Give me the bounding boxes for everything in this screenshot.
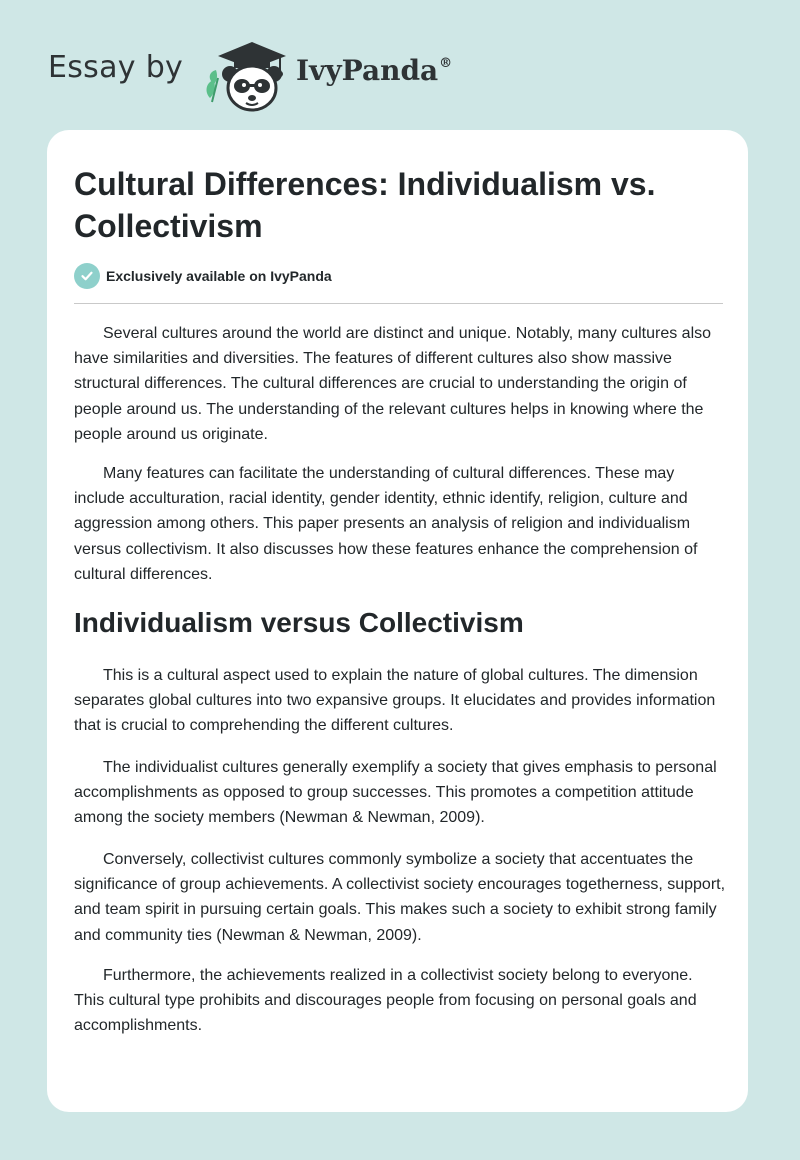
divider: [74, 303, 723, 304]
brand-name: IvyPanda: [296, 54, 439, 87]
trademark-symbol: ®: [439, 56, 453, 71]
paragraph: Conversely, collectivist cultures commonly symbolize a society that accentuates the significance of group achievements. A collectivist society encourages togetherness, support, and team spirit in pursuing certain goals. This makes such a society to exhibit strong family and community ties (Newman & Newman, 2009).: [74, 851, 726, 944]
article-title: Cultural Differences: Individualism vs. Collectivism: [74, 166, 656, 244]
article-card: [47, 130, 748, 1112]
essay-by-label: Essay by: [48, 50, 184, 85]
brand-logo-text[interactable]: [296, 54, 452, 87]
paragraph: Furthermore, the achievements realized in a collectivist society belong to everyone. This cultural type prohibits and discourages people from focusing on personal goals and accomplishments.: [74, 967, 697, 1035]
exclusive-badge: [74, 263, 332, 289]
paragraph: This is a cultural aspect used to explain the nature of global cultures. The dimension separates global cultures into two expansive groups. It elucidates and provides information that is crucial to comprehending the different cultures.: [74, 667, 716, 735]
site-header: [0, 0, 800, 130]
paragraph: Many features can facilitate the understanding of cultural differences. These may include acculturation, racial identity, gender identity, ethnic identify, religion, culture and aggression among others. This paper presents an analysis of religion and individualism versus collectivism. It also discusses how these features enhance the comprehension of cultural differences.: [74, 465, 698, 583]
paragraph: Several cultures around the world are distinct and unique. Notably, many cultures also have similarities and diversities. The features of different cultures also show massive structural differences. The cultural differences are crucial to understanding the origin of people around us. The understanding of the relevant cultures helps in knowing where the people around us originate.: [74, 325, 712, 443]
exclusive-badge-text: Exclusively available on IvyPanda: [106, 268, 332, 284]
paragraph: The individualist cultures generally exemplify a society that gives emphasis to personal accomplishments as opposed to group successes. This promotes a competition attitude among the society members (Newman & Newman, 2009).: [74, 759, 717, 827]
check-circle-icon: [74, 263, 100, 289]
section-heading: Individualism versus Collectivism: [74, 607, 524, 638]
panda-graduate-icon[interactable]: [200, 36, 292, 112]
